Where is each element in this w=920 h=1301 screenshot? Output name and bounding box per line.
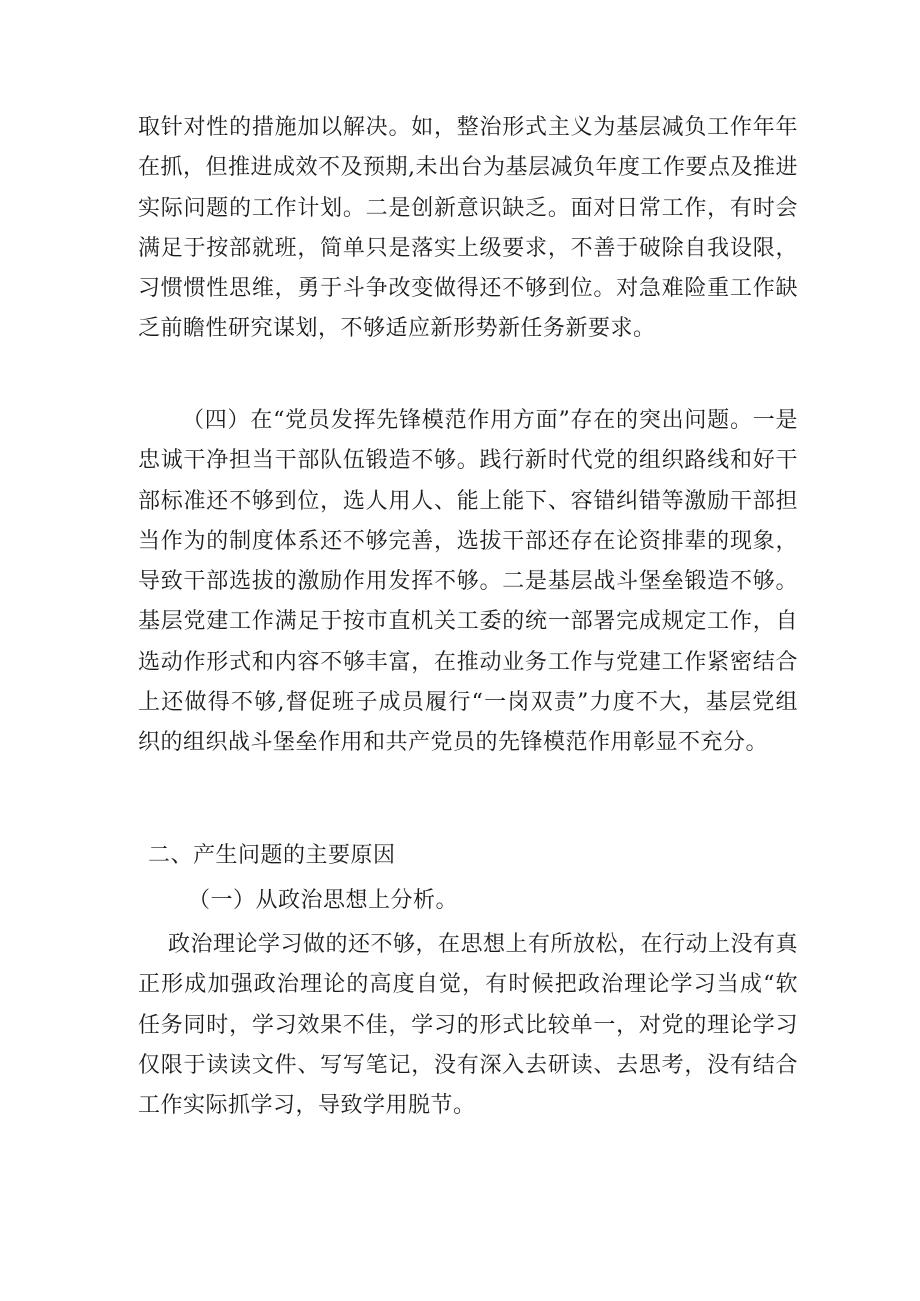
subsection-heading-political-thought: （一）从政治思想上分析。: [188, 888, 459, 913]
paragraph-innovation-issues: 取针对性的措施加以解决。如，整治形式主义为基层减负工作年年在抓，但推进成效不及预期,未出台为基层减负年度工作要点及推进实际问题的工作计划。二是创新意识缺乏。面对日常工作，有时会满足于按部就班，简单只是落实上级要求，不善于破除自我设限，习惯惯性思维，勇于斗争改变做得还不够到位。对急难险重工作缺乏前瞻性研究谋划，不够适应新形势新任务新要求。: [138, 115, 798, 342]
section-heading-causes: 二、产生问题的主要原因: [148, 843, 396, 868]
paragraph-party-member-issues: （四）在“党员发挥先锋模范作用方面”存在的突出问题。一是忠诚干净担当干部队伍锻造不够。践行新时代党的组织路线和好干部标准还不够到位，选人用人、能上能下、容错纠错等激励干部担当作为的制度体系还不够完善，选拔干部还存在论资排辈的现象，导致干部选拔的激励作用发挥不够。二是基层战斗堡垒锻造不够。基层党建工作满足于按市直机关工委的统一部署完成规定工作，自选动作形式和内容不够丰富，在推动业务工作与党建工作紧密结合上还做得不够,督促班子成员履行“一岗双责”力度不大，基层党组织的组织战斗堡垒作用和共产党员的先锋模范作用彰显不充分。: [138, 408, 798, 756]
paragraph-political-study: 政治理论学习做的还不够，在思想上有所放松，在行动上没有真正形成加强政治理论的高度自觉，有时候把政治理论学习当成“软任务同时，学习效果不佳，学习的形式比较单一，对党的理论学习仅限于读读文件、写写笔记，没有深入去研读、去思考，没有结合工作实际抓学习，导致学用脱节。: [138, 932, 799, 1119]
